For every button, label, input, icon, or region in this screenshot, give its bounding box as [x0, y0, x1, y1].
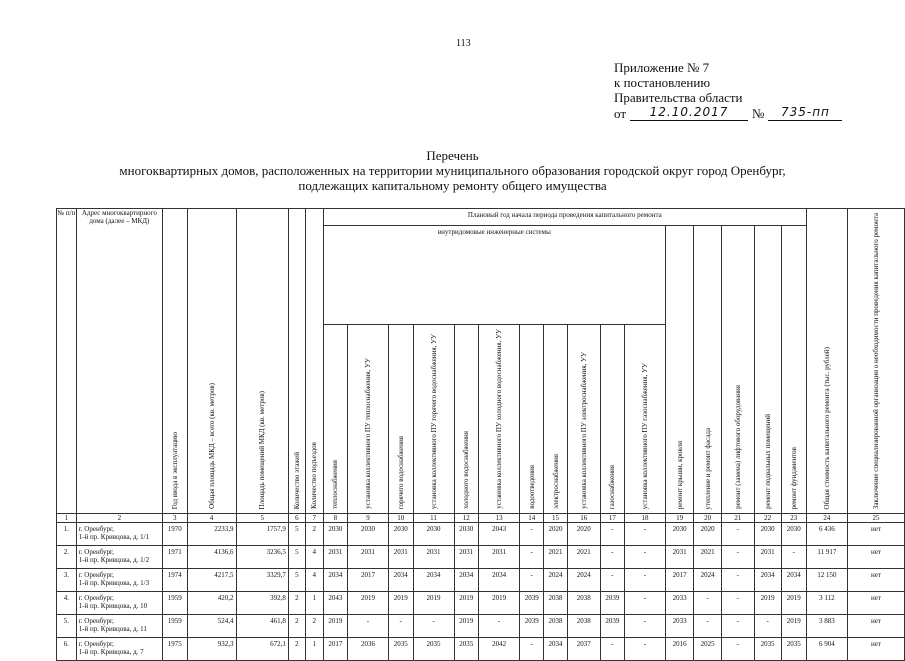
data-cell: -: [520, 523, 544, 546]
column-number: 25: [847, 514, 904, 523]
column-number: 19: [665, 514, 693, 523]
column-number: 23: [781, 514, 806, 523]
address-city: г. Оренбург,: [78, 548, 114, 557]
column-number-row: [57, 514, 905, 523]
data-cell: 2020: [567, 523, 600, 546]
column-number: 5: [236, 514, 288, 523]
row-number: 3.: [57, 569, 77, 592]
header-sub-3: горячего водоснабжения: [396, 435, 405, 510]
data-cell: 2030: [754, 523, 781, 546]
data-cell: 2031: [323, 546, 347, 569]
data-cell: 1757,9: [236, 523, 288, 546]
data-cell: 2034: [781, 569, 806, 592]
header-entrances: Количество подъездов: [310, 442, 319, 510]
data-cell: -: [721, 569, 754, 592]
data-cell: 2019: [323, 615, 347, 638]
data-cell: 2: [288, 638, 305, 661]
column-number: 18: [624, 514, 665, 523]
data-cell: -: [781, 546, 806, 569]
data-cell: 2038: [567, 592, 600, 615]
data-cell: 3 112: [806, 592, 847, 615]
address-city: г. Оренбург,: [78, 617, 114, 626]
header-sub-11: установка коллективного ПУ газоснабжения, УУ: [640, 362, 649, 510]
data-cell: 2233,9: [187, 523, 236, 546]
data-cell: 2035: [781, 638, 806, 661]
column-number: 4: [187, 514, 236, 523]
data-cell: нет: [847, 592, 904, 615]
data-cell: 2034: [413, 569, 454, 592]
column-number: 16: [567, 514, 600, 523]
data-cell: -: [520, 638, 544, 661]
data-cell: 2030: [388, 523, 413, 546]
data-cell: -: [624, 523, 665, 546]
data-cell: -: [520, 569, 544, 592]
header-sub-1: теплоснабжения: [331, 460, 340, 510]
data-cell: 461,8: [236, 615, 288, 638]
address-cell: [76, 638, 162, 661]
address-street: 1-й пр. Кривцова, д. 10: [78, 602, 148, 611]
data-cell: 2033: [665, 615, 693, 638]
data-cell: -: [600, 546, 624, 569]
address-city: г. Оренбург,: [78, 594, 114, 603]
column-number: 9: [347, 514, 388, 523]
data-cell: 2039: [520, 592, 544, 615]
data-cell: 1974: [162, 569, 187, 592]
header-conclusion: Заключение специализированной организации о необходимости проведения капитального ремонта: [871, 213, 880, 510]
data-cell: нет: [847, 615, 904, 638]
address-street: 1-й пр. Кривцова, д. 1/3: [78, 579, 150, 588]
from-label: от: [614, 106, 627, 121]
decree-date: 12.10.2017: [630, 105, 748, 121]
data-cell: 2017: [665, 569, 693, 592]
appendix-block: [614, 60, 842, 121]
data-cell: 3 883: [806, 615, 847, 638]
data-cell: 2039: [600, 592, 624, 615]
address-cell: [76, 592, 162, 615]
data-cell: -: [721, 592, 754, 615]
column-number: 10: [388, 514, 413, 523]
data-cell: 2037: [567, 638, 600, 661]
data-cell: 5: [288, 569, 305, 592]
title-line-3: подлежащих капитальному ремонту общего имущества: [298, 178, 607, 193]
data-cell: 2043: [323, 592, 347, 615]
header-cost: Общая стоимость капитального ремонта (тыс. рублей): [822, 346, 831, 510]
data-cell: -: [347, 615, 388, 638]
address-street: 1-й пр. Кривцова, д. 7: [78, 648, 144, 657]
address-cell: [76, 546, 162, 569]
header-total-area: Общая площадь МКД – всего (кв. метров): [207, 383, 216, 510]
document-title: [0, 148, 905, 193]
data-cell: 12 150: [806, 569, 847, 592]
page-number: 113: [456, 38, 471, 49]
address-cell: [76, 523, 162, 546]
data-cell: 2017: [347, 569, 388, 592]
header-floors: Количество этажей: [292, 451, 301, 510]
data-cell: 2019: [781, 592, 806, 615]
data-cell: -: [624, 546, 665, 569]
header-rooms-area: Площадь помещений МКД (кв. метров): [258, 390, 267, 510]
data-cell: 420,2: [187, 592, 236, 615]
address-street: 1-й пр. Кривцова, д. 11: [78, 625, 147, 634]
header-elevator: ремонт (замена) лифтового оборудования: [733, 385, 742, 510]
column-number: 12: [454, 514, 479, 523]
data-cell: 2030: [454, 523, 479, 546]
table-row: [57, 615, 905, 638]
column-number: 24: [806, 514, 847, 523]
appendix-line-2: к постановлению: [614, 75, 711, 90]
data-cell: 1959: [162, 592, 187, 615]
data-cell: 2039: [520, 615, 544, 638]
data-cell: нет: [847, 638, 904, 661]
data-cell: 2030: [323, 523, 347, 546]
address-cell: [76, 615, 162, 638]
header-foundation: ремонт фундаментов: [789, 446, 798, 510]
data-cell: -: [479, 615, 520, 638]
data-cell: -: [600, 569, 624, 592]
data-cell: 2030: [781, 523, 806, 546]
data-cell: 2034: [323, 569, 347, 592]
address-street: 1-й пр. Кривцова, д. 1/2: [78, 556, 150, 565]
column-number: 13: [479, 514, 520, 523]
data-cell: нет: [847, 569, 904, 592]
data-cell: 2: [305, 523, 323, 546]
data-cell: -: [520, 546, 544, 569]
header-plan-year: Плановый год начала периода проведения капитального ремонта: [323, 209, 806, 226]
data-cell: 3329,7: [236, 569, 288, 592]
data-cell: 2021: [567, 546, 600, 569]
header-sub-8: электроснабжения: [551, 454, 560, 510]
data-cell: -: [624, 615, 665, 638]
address-street: 1-й пр. Кривцова, д. 1/1: [78, 533, 150, 542]
data-cell: -: [413, 615, 454, 638]
data-cell: 2031: [413, 546, 454, 569]
data-cell: 2024: [544, 569, 567, 592]
data-cell: 2019: [781, 615, 806, 638]
data-cell: 2021: [694, 546, 722, 569]
column-number: 21: [721, 514, 754, 523]
data-cell: 392,8: [236, 592, 288, 615]
data-cell: 2: [288, 615, 305, 638]
data-cell: 6 904: [806, 638, 847, 661]
table-row: [57, 592, 905, 615]
data-cell: 5: [288, 546, 305, 569]
data-cell: 2035: [388, 638, 413, 661]
data-cell: 2021: [544, 546, 567, 569]
data-cell: 2031: [665, 546, 693, 569]
data-cell: -: [694, 615, 722, 638]
table-row: [57, 638, 905, 661]
address-city: г. Оренбург,: [78, 640, 114, 649]
address-cell: [76, 569, 162, 592]
data-cell: 4136,6: [187, 546, 236, 569]
data-cell: 2036: [347, 638, 388, 661]
column-number: 11: [413, 514, 454, 523]
data-cell: 2034: [454, 569, 479, 592]
data-cell: -: [721, 523, 754, 546]
decree-number: 735-пп: [768, 105, 842, 121]
data-cell: 2019: [454, 615, 479, 638]
buildings-table: [56, 208, 905, 661]
data-cell: 2019: [454, 592, 479, 615]
data-cell: 2016: [665, 638, 693, 661]
data-cell: 2039: [600, 615, 624, 638]
data-cell: 1975: [162, 638, 187, 661]
appendix-line-3: Правительства области: [614, 90, 743, 105]
data-cell: 2020: [694, 523, 722, 546]
header-sub-9: установка коллективного ПУ электроснабжения, УУ: [579, 352, 588, 510]
data-cell: 2033: [665, 592, 693, 615]
data-cell: 1: [305, 592, 323, 615]
data-cell: 2031: [388, 546, 413, 569]
data-cell: 2038: [544, 592, 567, 615]
data-cell: 4217,5: [187, 569, 236, 592]
header-address: Адрес многоквартирного дома (далее – МКД): [76, 209, 162, 514]
data-cell: -: [600, 638, 624, 661]
column-number: 1: [57, 514, 77, 523]
number-label: №: [752, 106, 765, 121]
header-sub-6: установка коллективного ПУ холодного водоснабжения, УУ: [495, 329, 504, 510]
data-cell: нет: [847, 523, 904, 546]
column-number: 7: [305, 514, 323, 523]
header-row-1: [57, 209, 905, 226]
data-cell: 4: [305, 569, 323, 592]
address-city: г. Оренбург,: [78, 571, 114, 580]
data-cell: 2030: [347, 523, 388, 546]
data-cell: 11 917: [806, 546, 847, 569]
header-num: № п/п: [57, 209, 77, 514]
data-cell: 6 436: [806, 523, 847, 546]
data-cell: 2035: [413, 638, 454, 661]
column-number: 2: [76, 514, 162, 523]
column-number: 15: [544, 514, 567, 523]
data-cell: 2019: [388, 592, 413, 615]
data-cell: -: [721, 546, 754, 569]
data-cell: 2031: [754, 546, 781, 569]
data-cell: 2030: [413, 523, 454, 546]
header-sub-4: установка коллективного ПУ горячего водоснабжения, УУ: [429, 334, 438, 510]
data-cell: 2038: [544, 615, 567, 638]
column-number: 14: [520, 514, 544, 523]
data-cell: 1959: [162, 615, 187, 638]
data-cell: 2038: [567, 615, 600, 638]
row-number: 4.: [57, 592, 77, 615]
data-cell: 2017: [323, 638, 347, 661]
row-number: 1.: [57, 523, 77, 546]
address-city: г. Оренбург,: [78, 525, 114, 534]
data-cell: -: [388, 615, 413, 638]
data-cell: 2: [288, 592, 305, 615]
data-cell: 2031: [347, 546, 388, 569]
column-number: 6: [288, 514, 305, 523]
data-cell: 2019: [479, 592, 520, 615]
data-cell: 2019: [754, 592, 781, 615]
header-facade: утепление и ремонт фасада: [703, 427, 712, 510]
data-cell: 524,4: [187, 615, 236, 638]
data-cell: -: [600, 523, 624, 546]
data-cell: 2034: [479, 569, 520, 592]
data-cell: 2024: [567, 569, 600, 592]
data-cell: 2043: [479, 523, 520, 546]
data-cell: 1: [305, 638, 323, 661]
header-sub-10: газоснабжения: [608, 464, 617, 510]
data-cell: нет: [847, 546, 904, 569]
data-cell: -: [624, 592, 665, 615]
column-number: 3: [162, 514, 187, 523]
header-basement: ремонт подвальных помещений: [763, 414, 772, 510]
data-cell: 2019: [413, 592, 454, 615]
header-year: Год ввода в эксплуатацию: [170, 431, 179, 510]
column-number: 20: [694, 514, 722, 523]
data-cell: -: [754, 615, 781, 638]
data-cell: -: [624, 638, 665, 661]
row-number: 5.: [57, 615, 77, 638]
data-cell: 2019: [347, 592, 388, 615]
table-row: [57, 569, 905, 592]
data-cell: 1970: [162, 523, 187, 546]
data-cell: 4: [305, 546, 323, 569]
data-cell: -: [721, 638, 754, 661]
data-cell: 1971: [162, 546, 187, 569]
data-cell: 2024: [694, 569, 722, 592]
table-row: [57, 523, 905, 546]
row-number: 6.: [57, 638, 77, 661]
title-line-1: Перечень: [426, 148, 479, 163]
decree-line: [614, 105, 842, 121]
data-cell: 2042: [479, 638, 520, 661]
title-line-2: многоквартирных домов, расположенных на территории муниципального образования городской округ город Оренбург,: [119, 163, 786, 178]
data-cell: 672,1: [236, 638, 288, 661]
header-systems: внутридомовые инженерные системы: [323, 226, 665, 325]
data-cell: 5: [288, 523, 305, 546]
data-cell: 2031: [479, 546, 520, 569]
data-cell: -: [721, 615, 754, 638]
data-cell: 2020: [544, 523, 567, 546]
data-cell: 2034: [754, 569, 781, 592]
header-roof: ремонт крыши, кровли: [675, 440, 684, 510]
data-cell: -: [694, 592, 722, 615]
data-cell: 3236,5: [236, 546, 288, 569]
data-cell: 2025: [694, 638, 722, 661]
header-sub-2: установка коллективного ПУ теплоснабжения, УУ: [363, 358, 372, 510]
data-cell: -: [624, 569, 665, 592]
data-cell: 2030: [665, 523, 693, 546]
appendix-line-1: Приложение № 7: [614, 60, 710, 75]
data-cell: 932,3: [187, 638, 236, 661]
column-number: 22: [754, 514, 781, 523]
header-sub-5: холодного водоснабжения: [462, 431, 471, 510]
data-cell: 2035: [754, 638, 781, 661]
column-number: 8: [323, 514, 347, 523]
row-number: 2.: [57, 546, 77, 569]
table-row: [57, 546, 905, 569]
data-cell: 2: [305, 615, 323, 638]
data-cell: 2035: [454, 638, 479, 661]
data-cell: 2034: [544, 638, 567, 661]
data-cell: 2034: [388, 569, 413, 592]
data-cell: 2031: [454, 546, 479, 569]
column-number: 17: [600, 514, 624, 523]
header-sub-7: водоотведения: [527, 465, 536, 510]
